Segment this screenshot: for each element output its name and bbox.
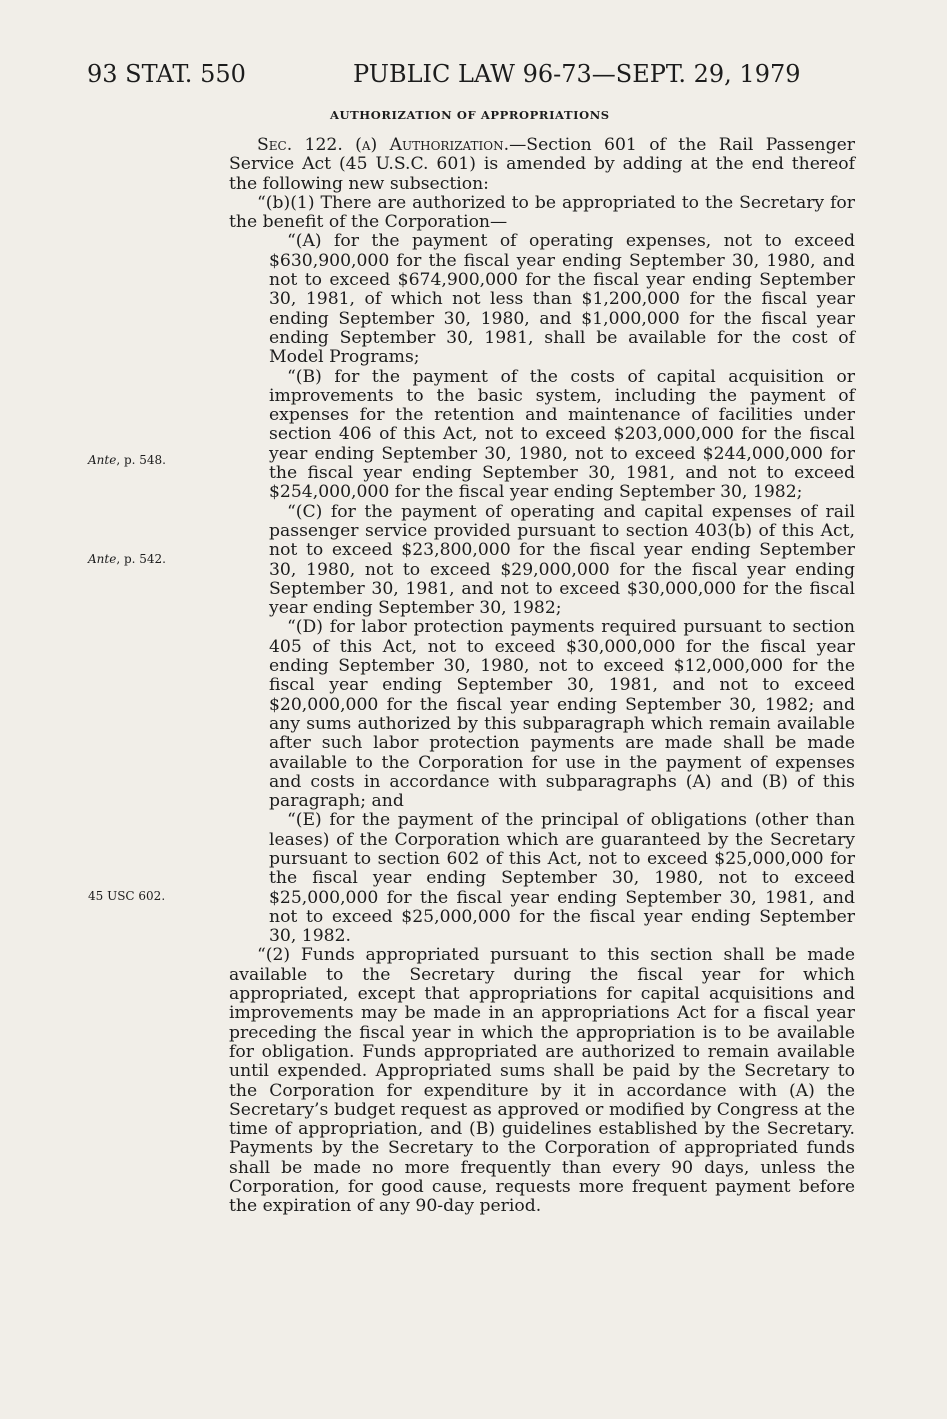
subparagraph-e: “(E) for the payment of the principal of obligations (other than leases) of the Corporation which are guaranteed by the Secretary pursuant to section 602 of this Act, not to exceed $25,000,000 for the fiscal year ending September 30, 1980, not to exceed $25,000,000 for the fiscal year ending September 30, 1981, and not to exceed $25,000,000 for the fiscal year ending September 30, 1982. bbox=[269, 810, 855, 947]
margin-note-ante-word: Ante bbox=[88, 552, 117, 566]
subparagraph-a: “(A) for the payment of operating expenses, not to exceed $630,900,000 for the fiscal year ending September 30, 1980, and not to exceed $674,900,000 for the fiscal year ending September 30, 1981, of which not less than $1,200,000 for the fiscal year ending September 30, 1980, and $1,000,000 for the fiscal year ending September 30, 1981, shall be available for the cost of Model Programs; bbox=[269, 231, 855, 368]
subparagraph-b: “(B) for the payment of the costs of capital acquisition or improvements to the basic system, including the payment of expenses for the retention and maintenance of facilities under section 406 of this Act, not to exceed $203,000,000 for the fiscal year ending September 30, 1980, not to exceed $244,000,000 for the fiscal year ending September 30, 1981, and not to exceed $254,000,000 for the fiscal year ending September 30, 1982; bbox=[269, 366, 855, 503]
margin-note-ante-word: Ante bbox=[88, 453, 117, 467]
page-citation: 93 STAT. 550 bbox=[87, 60, 246, 88]
statute-body bbox=[229, 136, 855, 1217]
section-number: Sec. 122. (a) bbox=[257, 135, 390, 155]
subparagraph-c: “(C) for the payment of operating and capital expenses of rail passenger service provided pursuant to section 403(b) of this Act, not to exceed $23,800,000 for the fiscal year ending September 30, 1980, not to exceed $29,000,000 for the fiscal year ending September 30, 1981, and not to exceed $30,000,000 for the fiscal year ending September 30, 1982; bbox=[269, 501, 855, 619]
margin-note-page: , p. 548. bbox=[116, 453, 166, 467]
margin-note-usc: 45 USC 602. bbox=[88, 889, 166, 903]
margin-note-ante-542 bbox=[88, 552, 166, 566]
section-intro-paragraph bbox=[229, 136, 855, 194]
section-intro-text: —Section 601 of the Rail Passenger Service Act (45 U.S.C. 601) is amended by adding at the end thereof the following new subsection: bbox=[229, 135, 856, 194]
subsection-title: Authorization. bbox=[389, 135, 510, 155]
subparagraph-d: “(D) for labor protection payments required pursuant to section 405 of this Act, not to exceed $30,000,000 for the fiscal year ending September 30, 1980, not to exceed $12,000,000 for the fiscal year ending September 30, 1981, and not to exceed $20,000,000 for the fiscal year ending September 30, 1982; and any sums authorized by this subparagraph which remain available after such labor protection payments are made shall be made available to the Corporation for use in the payment of expenses and costs in accordance with subparagraphs (A) and (B) of this paragraph; and bbox=[269, 617, 855, 812]
paragraph-b1: “(b)(1) There are authorized to be appropriated to the Secretary for the benefit of the Corporation— bbox=[229, 192, 855, 233]
margin-note-page: , p. 542. bbox=[116, 552, 166, 566]
section-heading: AUTHORIZATION OF APPROPRIATIONS bbox=[330, 108, 610, 122]
running-head: PUBLIC LAW 96-73—SEPT. 29, 1979 bbox=[353, 60, 801, 88]
paragraph-2: “(2) Funds appropriated pursuant to this section shall be made available to the Secretary during the fiscal year for which appropriated, except that appropriations for capital acquisitions and improvements may be made in an appropriations Act for a fiscal year preceding the fiscal year in which the appropriation is to be available for obligation. Funds appropriated are authorized to remain available until expended. Appropriated sums shall be paid by the Secretary to the Corporation for expenditure by it in accordance with (A) the Secretary’s budget request as approved or modified by Congress at the time of appropriation, and (B) guidelines established by the Secretary. Payments by the Secretary to the Corporation of appropriated funds shall be made no more frequently than every 90 days, unless the Corporation, for good cause, requests more frequent payment before the expiration of any 90-day period. bbox=[229, 945, 855, 1217]
margin-note-ante-548 bbox=[88, 453, 166, 467]
